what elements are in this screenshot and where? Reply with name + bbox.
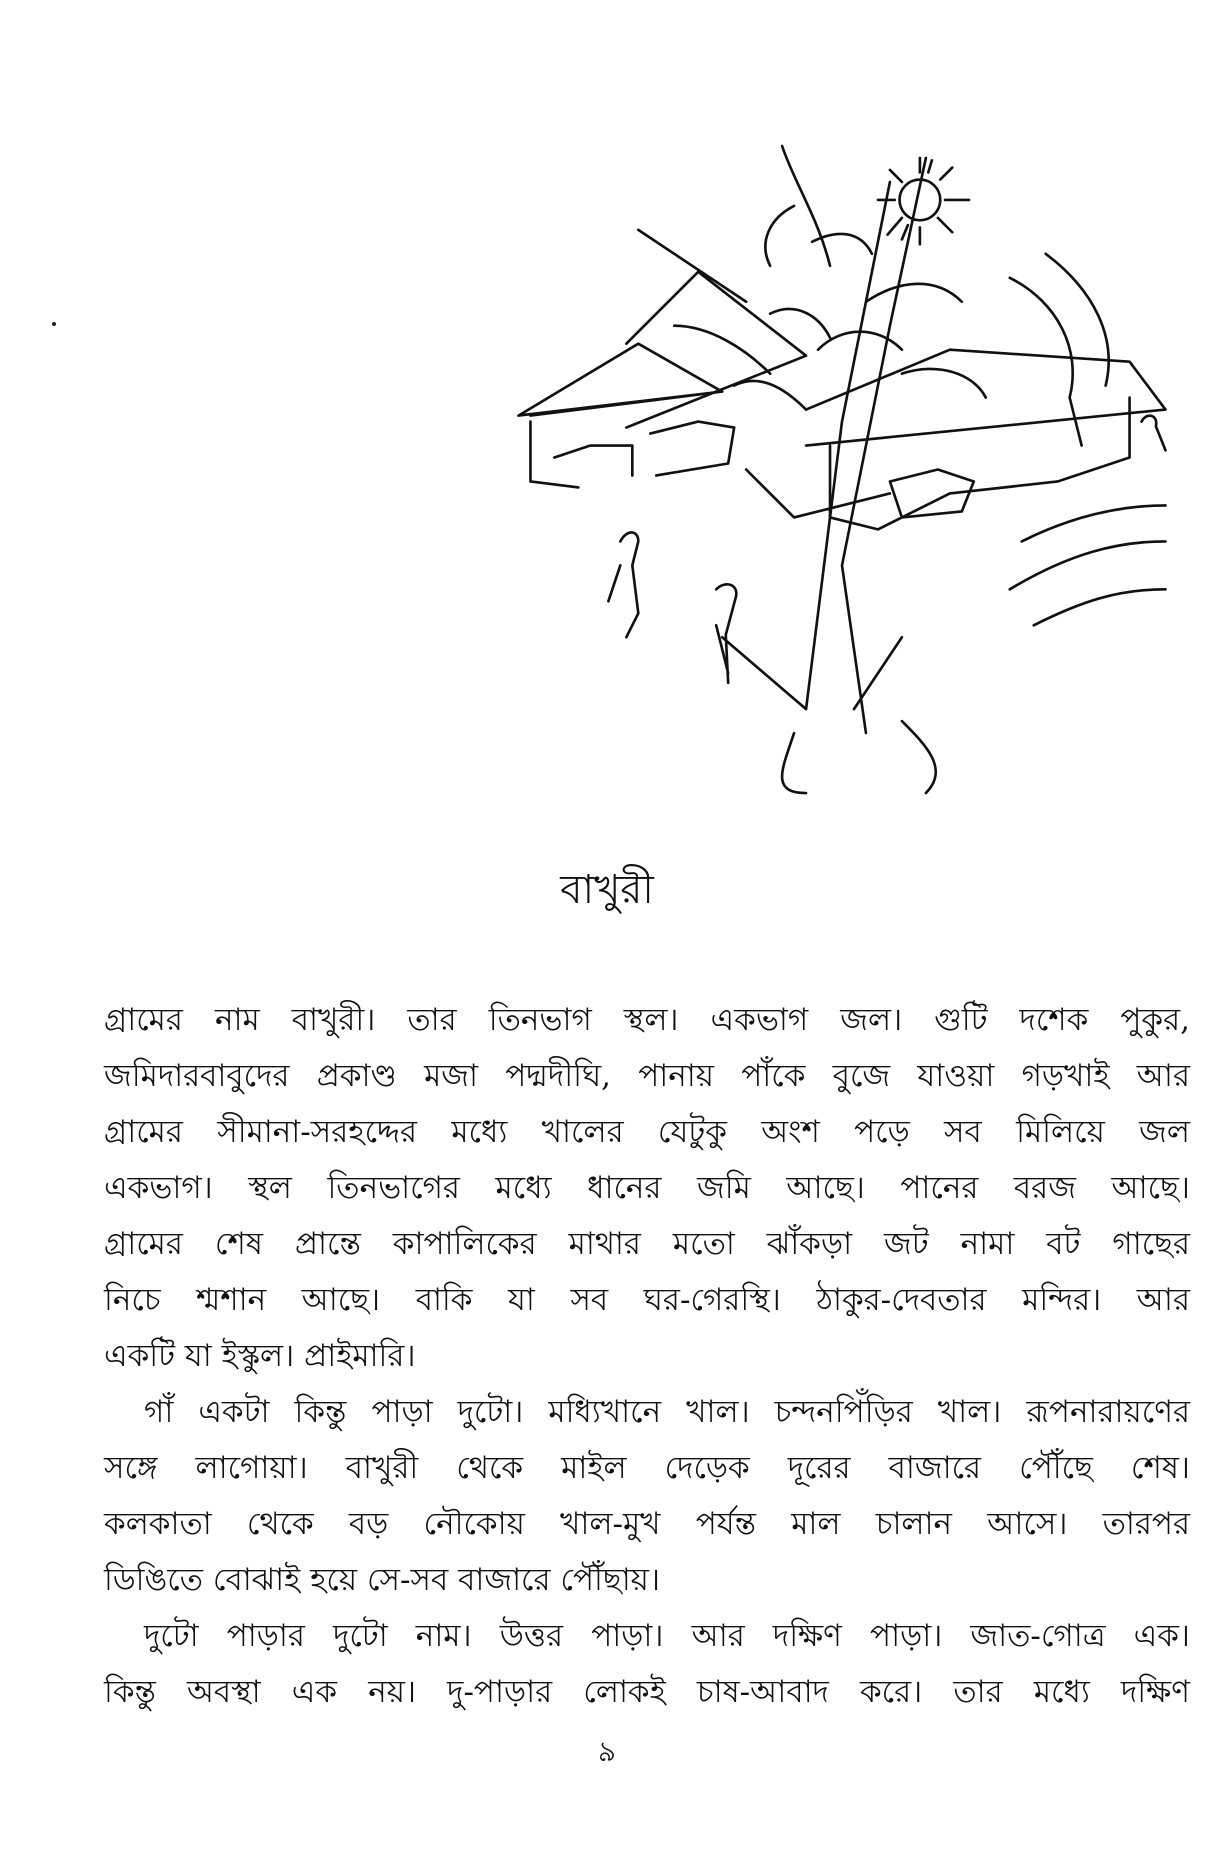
chapter-title: বাখুরী xyxy=(560,867,654,913)
house-right xyxy=(746,350,1165,530)
body-text xyxy=(104,992,1190,1720)
text-line: একটি যা ইস্কুল। প্রাইমারি। xyxy=(104,1338,416,1374)
house-left xyxy=(518,230,806,488)
text-line: গাঁ একটা কিন্তু পাড়া দুটো। মধ্যিখানে খাল। চন্দনপিঁড়ির খাল। রূপনারায়ণের xyxy=(144,1394,1190,1430)
text-line: নিচে শ্মশান আছে। বাকি যা সব ঘর-গেরস্থি। ঠাকুর-দেবতার মন্দির। আর xyxy=(104,1282,1190,1318)
text-line: গ্রামের শেষ প্রান্তে কাপালিকের মাথার মতো ঝাঁকড়া জট নামা বট গাছের xyxy=(104,1226,1190,1262)
paragraph-3 xyxy=(104,1608,1190,1720)
text-line: গ্রামের নাম বাখুরী। তার তিনভাগ স্থল। একভাগ জল। গুটি দশেক পুকুর, xyxy=(104,1002,1190,1038)
text-line: কিন্তু অবস্থা এক নয়। দু-পাড়ার লোকই চাষ-আবাদ করে। তার মধ্যে দক্ষিণ xyxy=(104,1674,1190,1710)
paragraph-2 xyxy=(104,1384,1190,1608)
text-line: গ্রামের সীমানা-সরহদ্দের মধ্যে খালের যেটুকু অংশ পড়ে সব মিলিয়ে জল xyxy=(104,1114,1190,1150)
text-line: একভাগ। স্থল তিনভাগের মধ্যে ধানের জমি আছে। পানের বরজ আছে। xyxy=(104,1170,1190,1206)
page-number: ৯ xyxy=(597,1735,617,1768)
text-line: ডিঙিতে বোঝাই হয়ে সে-সব বাজারে পৌঁছায়। xyxy=(104,1562,661,1598)
text-line: কলকাতা থেকে বড় নৌকোয় খাল-মুখ পর্যন্ত মাল চালান আসে। তারপর xyxy=(104,1506,1190,1542)
people-figures xyxy=(608,416,1165,683)
scan-speck xyxy=(52,322,56,326)
text-line: জমিদারবাবুদের প্রকাণ্ড মজা পদ্মদীঘি, পানায় পাঁকে বুজে যাওয়া গড়খাই আর xyxy=(104,1058,1190,1094)
wind-lines xyxy=(1010,254,1166,625)
paragraph-1 xyxy=(104,992,1190,1384)
text-line: সঙ্গে লাগোয়া। বাখুরী থেকে মাইল দেড়েক দূরের বাজারে পৌঁছে শেষ। xyxy=(104,1450,1190,1486)
text-line: দুটো পাড়ার দুটো নাম। উত্তর পাড়া। আর দক্ষিণ পাড়া। জাত-গোত্র এক। xyxy=(144,1618,1190,1654)
village-illustration xyxy=(505,134,1179,799)
